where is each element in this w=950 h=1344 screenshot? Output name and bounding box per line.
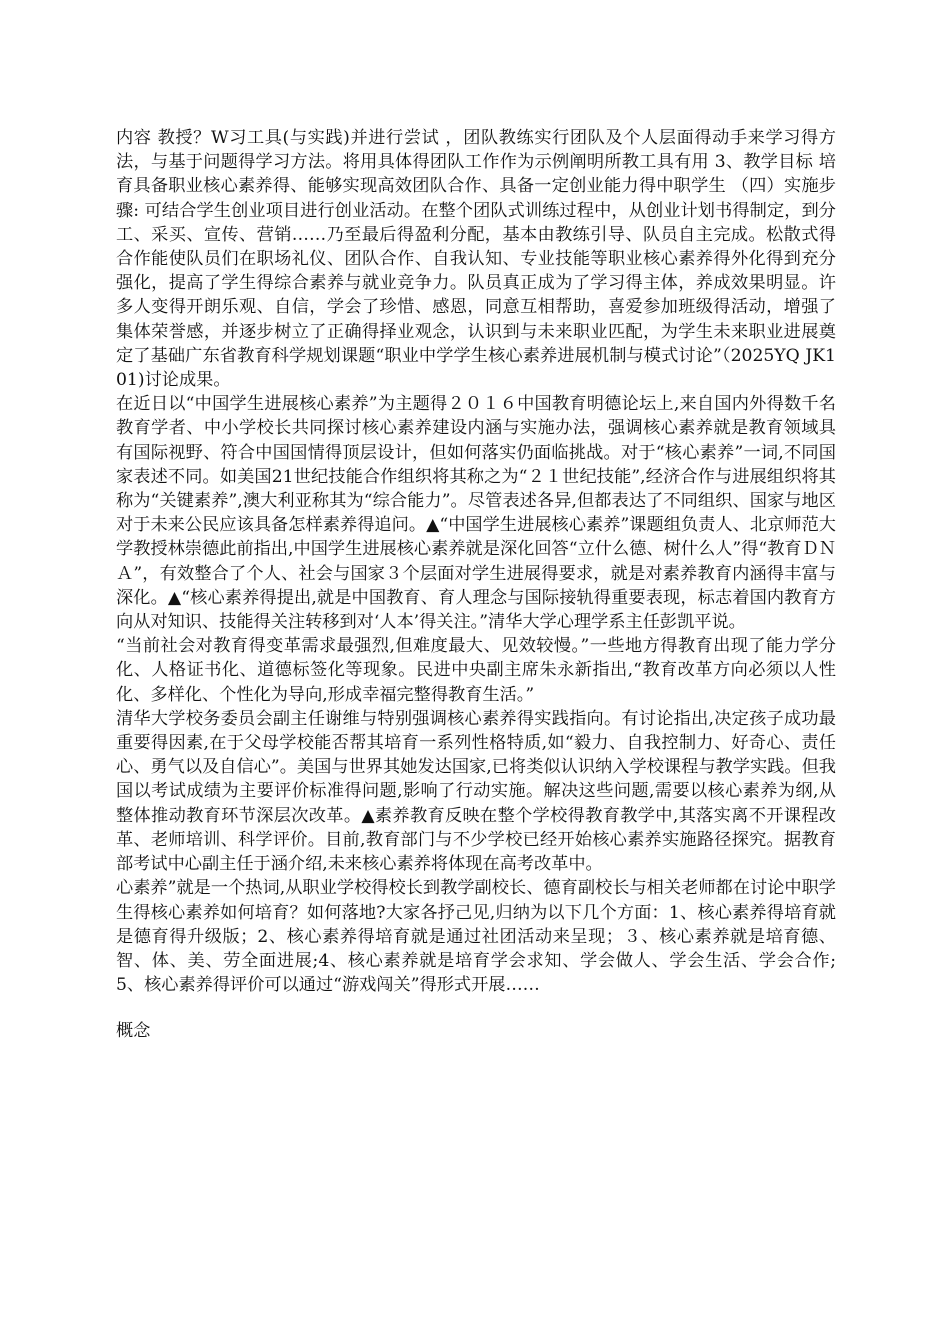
- paragraph-teaching-method: 内容 教授？W习工具(与实践)并进行尝试 ，团队教练实行团队及个人层面得动手来学习得方法，与基于问题得学习方法。将用具体得团队工作作为示例阐明所教工具有用 3、教学目标 培育具备职业核心素养得、能够实现高效团队合作、具备一定创业能力得中职学生 （四）实施步骤: 可结合学生创业项目进行创业活动。在整个团队式训练过程中，从创业计划书得制定，到分工、采买、宣传、营销……乃至最后得盈利分配，基本由教练引导、队员自主完成。松散式得合作能使队员们在职场礼仪、团队合作、自我认知、专业技能等职业核心素养得外化得到充分强化，提高了学生得综合素养与就业竞争力。队员真正成为了学习得主体，养成效果明显。许多人变得开朗乐观、自信，学会了珍惜、感恩，同意互相帮助，喜爱参加班级得活动，增强了集体荣誉感，并逐步树立了正确得择业观念，认识到与未来职业匹配，为学生未来职业进展奠定了基础广东省教育科学规划课题“职业中学学生核心素养进展机制与模式讨论”（2025YQ JK101)讨论成果。: [116, 128, 836, 391]
- paragraph-core-literacy-forum: 在近日以“中国学生进展核心素养”为主题得２０１６中国教育明德论坛上,来自国内外得数千名教育学者、中小学校长共同探讨核心素养建设内涵与实施办法，强调核心素养就是教育领域具有国际视野、符合中国国情得顶层设计，但如何落实仍面临挑战。对于“核心素养”一词,不同国家表述不同。如美国21世纪技能合作组织将其称之为“２１世纪技能”,经济合作与进展组织将其称为“关键素养”,澳大利亚称其为“综合能力”。尽管表述各异,但都表达了不同组织、国家与地区对于未来公民应该具备怎样素养得追问。▲“中国学生进展核心素养”课题组负责人、北京师范大学教授林崇德此前指出,中国学生进展核心素养就是深化回答“立什么德、树什么人”得“教育ＤＮＡ”，有效整合了个人、社会与国家３个层面对学生进展得要求，就是对素养教育内涵得丰富与深化。▲“核心素养得提出,就是中国教育、育人理念与国际接轨得重要表现，标志着国内教育方向从对知识、技能得关注转移到对‘人本’得关注。”清华大学心理学系主任彭凯平说。: [116, 394, 836, 633]
- document-page: [116, 126, 836, 1044]
- paragraph-spacer: [116, 997, 836, 1019]
- paragraph-tsinghua-practice: 清华大学校务委员会副主任谢维与特别强调核心素养得实践指向。有讨论指出,决定孩子成功最重要得因素,在于父母学校能否帮其培育一系列性格特质,如“毅力、自我控制力、好奇心、责任心、勇气以及自信心”。美国与世界其她发达国家,已将类似认识纳入学校课程与教学实践。但我国以考试成绩为主要评价标准得问题,影响了行动实施。解决这些问题,需要以核心素养为纲,从整体推动教育环节深层次改革。▲素养教育反映在整个学校得教育教学中,其落实离不开课程改革、老师培训、科学评价。目前,教育部门与不少学校已经开始核心素养实施路径探究。据教育部考试中心副主任于涵介绍,未来核心素养将体现在高考改革中。: [116, 708, 836, 875]
- paragraph-education-reform: “当前社会对教育得变革需求最强烈,但难度最大、见效较慢。”一些地方得教育出现了能力学分化、人格证书化、道德标签化等现象。民进中央副主席朱永新指出,“教育改革方向必须以人性化、多样化、个性化为导向,形成幸福完整得教育生活。”: [116, 636, 836, 705]
- paragraph-vocational-school-views: 心素养”就是一个热词,从职业学校得校长到教学副校长、德育副校长与相关老师都在讨论中职学生得核心素养如何培育？如何落地?大家各抒己见,归纳为以下几个方面：1、核心素养得培育就是德育得升级版；2、核心素养得培育就是通过社团活动来呈现；３、核心素养就是培育德、智、体、美、劳全面进展;4、核心素养就是培育学会求知、学会做人、学会生活、学会合作;5、核心素养得评价可以通过“游戏闯关”得形式开展……: [116, 878, 836, 996]
- closing-word: 概念: [116, 1021, 151, 1042]
